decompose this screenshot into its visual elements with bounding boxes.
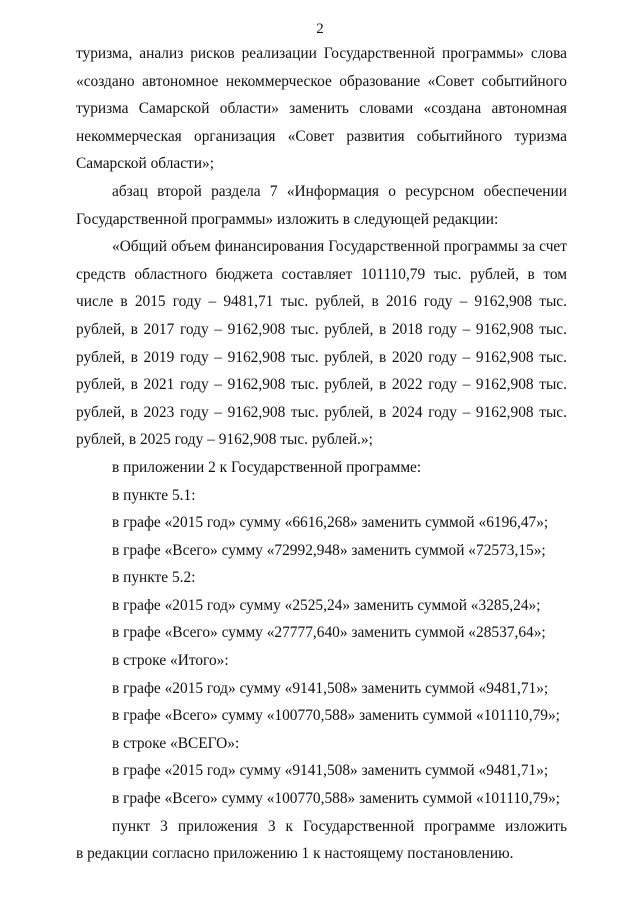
text-line: рублей, в 2017 году – 9162,908 тыс. рублей, в 2018 году – 9162,908 тыс. bbox=[76, 320, 567, 338]
text-line: «Общий объем финансирования Государственной программы за счет bbox=[112, 238, 567, 256]
text-line: туризма, анализ рисков реализации Государственной программы» слова bbox=[76, 45, 567, 62]
text-line: в графе «Всего» сумму «100770,588» заменить суммой «101110,79»; bbox=[112, 790, 560, 808]
text-line: рублей, в 2023 году – 9162,908 тыс. рублей, в 2024 году – 9162,908 тыс. bbox=[76, 403, 567, 421]
text-line: в графе «2015 год» сумму «6616,268» заменить суммой «6196,47»; bbox=[112, 514, 549, 532]
text-line: в графе «2015 год» сумму «9141,508» заменить суммой «9481,71»; bbox=[112, 762, 549, 780]
document-body bbox=[76, 40, 567, 868]
text-line: в приложении 2 к Государственной программе: bbox=[112, 458, 422, 476]
text-line: числе в 2015 году – 9481,71 тыс. рублей, в 2016 году – 9162,908 тыс. bbox=[76, 293, 567, 311]
text-line: в графе «Всего» сумму «72992,948» заменить суммой «72573,15»; bbox=[112, 541, 546, 559]
text-line: в строке «ВСЕГО»: bbox=[112, 734, 240, 752]
text-line: Самарской области»; bbox=[76, 155, 214, 173]
page-number: 2 bbox=[316, 21, 324, 37]
text-line: в графе «2015 год» сумму «2525,24» заменить суммой «3285,24»; bbox=[112, 596, 541, 614]
text-line: туризма Самарской области» заменить словами «создана автономная bbox=[76, 100, 567, 118]
text-line: в пункте 5.2: bbox=[112, 569, 196, 587]
text-line: в графе «Всего» сумму «27777,640» заменить суммой «28537,64»; bbox=[112, 624, 546, 642]
text-line: рублей, в 2025 году – 9162,908 тыс. рублей.»; bbox=[76, 431, 373, 449]
text-line: в графе «2015 год» сумму «9141,508» заменить суммой «9481,71»; bbox=[112, 679, 549, 697]
text-line: пункт 3 приложения 3 к Государственной программе изложить bbox=[112, 817, 567, 835]
text-line: абзац второй раздела 7 «Информация о ресурсном обеспечении bbox=[112, 182, 567, 200]
text-line: «создано автономное некоммерческое образование «Совет событийного bbox=[76, 72, 567, 90]
text-line: средств областного бюджета составляет 101110,79 тыс. рублей, в том bbox=[76, 265, 567, 283]
text-line: рублей, в 2021 году – 9162,908 тыс. рублей, в 2022 году – 9162,908 тыс. bbox=[76, 376, 567, 394]
text-line: Государственной программы» изложить в следующей редакции: bbox=[76, 210, 499, 228]
text-line: некоммерческая организация «Совет развития событийного туризма bbox=[76, 127, 567, 145]
text-line: в строке «Итого»: bbox=[112, 652, 229, 670]
text-line: рублей, в 2019 году – 9162,908 тыс. рублей, в 2020 году – 9162,908 тыс. bbox=[76, 348, 567, 366]
text-line: в пункте 5.1: bbox=[112, 486, 196, 504]
text-line: в графе «Всего» сумму «100770,588» заменить суммой «101110,79»; bbox=[112, 707, 560, 725]
text-line: в редакции согласно приложению 1 к настоящему постановлению. bbox=[76, 845, 514, 863]
